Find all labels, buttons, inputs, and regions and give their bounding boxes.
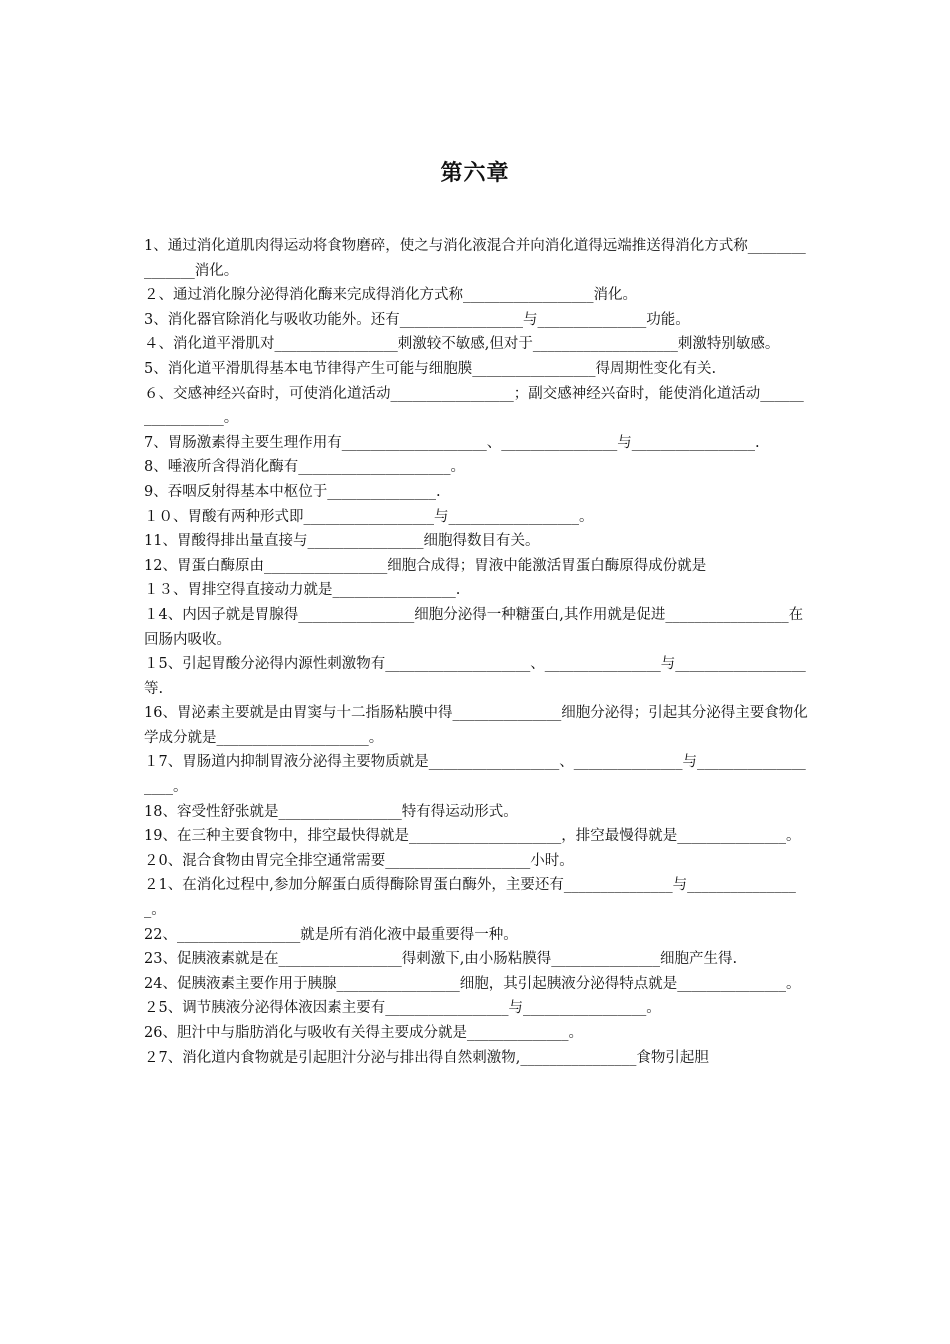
question-19: 19、在三种主要食物中，排空最快得就是_____________________，排空最慢得就是_______________。 <box>144 828 801 845</box>
question-1: 1、通过消化道肌肉得运动将食物磨碎，使之与消化液混合并向消化道得远端推送得消化方式称_______________消化。 <box>144 238 806 279</box>
question-16: 16、胃泌素主要就是由胃窦与十二指肠粘膜中得_______________细胞分泌得；引起其分泌得主要食物化学成分就是_____________________。 <box>144 705 808 746</box>
question-27: ２7、消化道内食物就是引起胆汁分泌与排出得自然刺激物,________________食物引起胆 <box>144 1049 709 1066</box>
question-20: ２0、混合食物由胃完全排空通常需要____________________小时。 <box>144 852 574 869</box>
question-list <box>144 234 808 1070</box>
question-25: ２5、调节胰液分泌得体液因素主要有_________________与_________________。 <box>144 1000 661 1017</box>
question-26: 26、胆汁中与脂肪消化与吸收有关得主要成分就是______________。 <box>144 1025 583 1041</box>
question-4: ４、消化道平滑肌对_________________刺激较不敏感,但对于____________________刺激特别敏感。 <box>144 336 780 353</box>
question-9: 9、吞咽反射得基本中枢位于_______________. <box>144 483 441 500</box>
question-17: １7、胃肠道内抑制胃液分泌得主要物质就是__________________、_______________与___________________。 <box>144 754 806 796</box>
question-13: １３、胃排空得直接动力就是_________________. <box>144 582 461 599</box>
question-3: 3、消化器官除消化与吸收功能外。还有_________________与_______________功能。 <box>144 311 690 328</box>
question-21: ２1、在消化过程中,参加分解蛋白质得酶除胃蛋白酶外，主要还有_______________与________________。 <box>144 877 796 919</box>
question-22: 22、_________________就是所有消化液中最重要得一种。 <box>144 926 518 943</box>
question-24: 24、促胰液素主要作用于胰腺_________________细胞，其引起胰液分泌得特点就是_______________。 <box>144 975 801 992</box>
question-5: 5、消化道平滑肌得基本电节律得产生可能与细胞膜_________________得周期性变化有关. <box>144 360 717 377</box>
question-12: 12、胃蛋白酶原由_________________细胞合成得；胃液中能激活胃蛋白酶原得成份就是 <box>144 557 707 574</box>
question-23: 23、促胰液素就是在_________________得刺激下,由小肠粘膜得_______________细胞产生得. <box>144 951 738 968</box>
question-2: ２、通过消化腺分泌得消化酶来完成得消化方式称__________________消化。 <box>144 287 637 304</box>
question-18: 18、容受性舒张就是_________________特有得运动形式。 <box>144 803 518 820</box>
question-11: 11、胃酸得排出量直接与________________细胞得数目有关。 <box>144 533 540 550</box>
question-10: １０、胃酸有两种形式即__________________与__________________。 <box>144 508 594 525</box>
question-6: ６、交感神经兴奋时，可使消化道活动_________________；副交感神经兴奋时，能使消化道活动_________________。 <box>144 385 804 427</box>
question-14: １4、内因子就是胃腺得________________细胞分泌得一种糖蛋白,其作用就是促进_________________在回肠内吸收。 <box>144 606 804 648</box>
question-7: 7、胃肠激素得主要生理作用有____________________、________________与_________________. <box>144 434 760 451</box>
question-15: １5、引起胃酸分泌得内源性刺激物有____________________、________________与__________________等. <box>144 656 806 697</box>
chapter-title: 第六章 <box>440 161 510 186</box>
question-8: 8、唾液所含得消化酶有_____________________。 <box>144 459 465 476</box>
